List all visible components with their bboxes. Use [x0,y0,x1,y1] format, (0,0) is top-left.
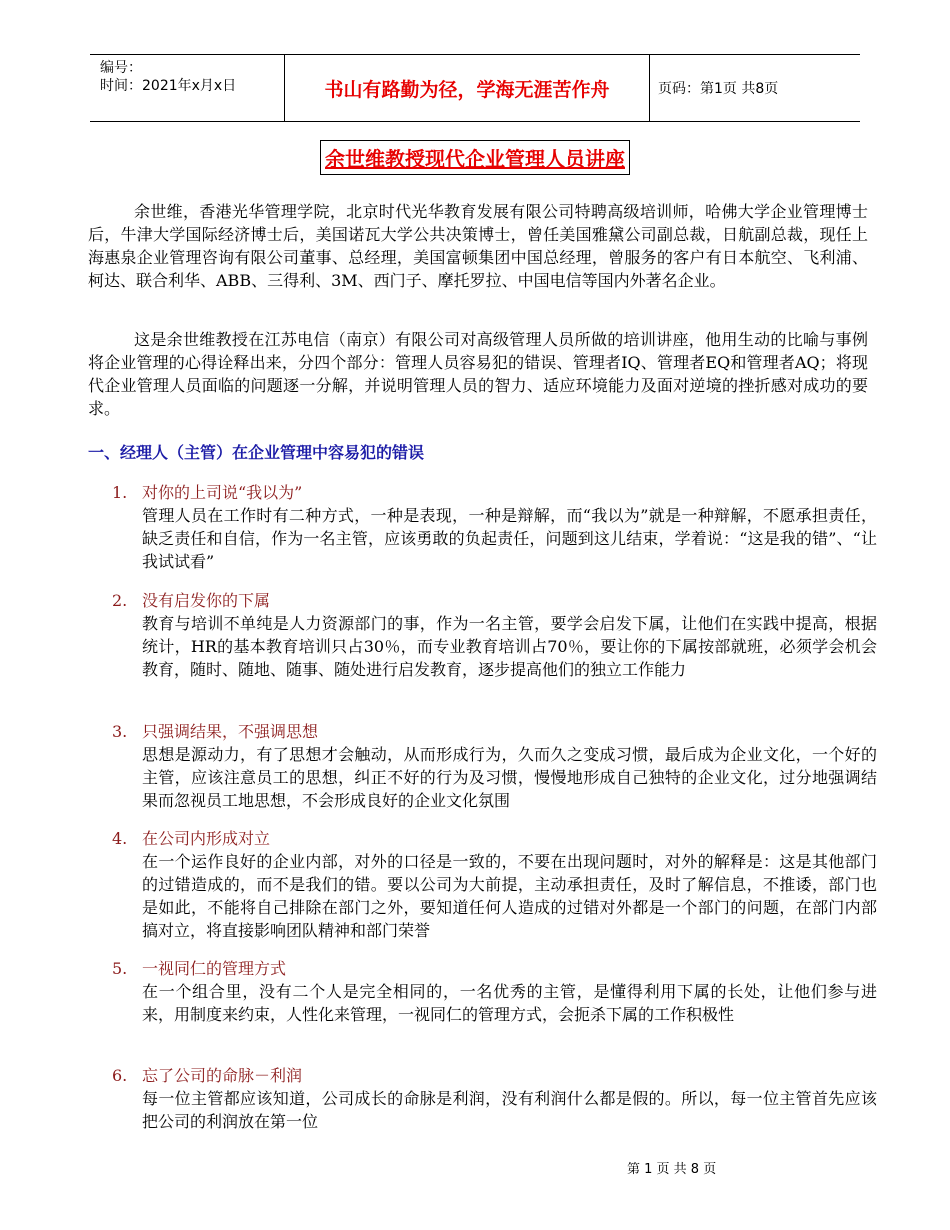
list-item [112,481,877,573]
list-item-title [112,1064,877,1087]
list-item-title [112,957,877,980]
list-item [112,720,877,812]
date-label: 时间：2021年x月x日 [100,78,237,94]
list-item [112,957,877,1026]
document-title: 余世维教授现代企业管理人员讲座 [320,140,630,175]
list-item-heading: 没有启发你的下属 [142,591,271,610]
header-meta [90,55,285,121]
list-item-heading: 在公司内形成对立 [142,829,271,848]
list-item-heading: 一视同仁的管理方式 [142,959,287,978]
intro-paragraph-2: 这是余世维教授在江苏电信（南京）有限公司对高级管理人员所做的培训讲座，他用生动的比喻与事例将企业管理的心得诠释出来，分四个部分：管理人员容易犯的错误、管理者IQ、管理者EQ和管理者AQ；将现代企业管理人员面临的问题逐一分解，并说明管理人员的智力、适应环境能力及面对逆境的挫折感对成功的要求。 [88,330,868,418]
list-item-heading: 对你的上司说“我以为” [142,483,303,502]
intro-paragraph-1: 余世维，香港光华管理学院，北京时代光华教育发展有限公司特聘高级培训师，哈佛大学企业管理博士后，牛津大学国际经济博士后，美国诺瓦大学公共决策博士，曾任美国雅黛公司副总裁，日航副总裁，现任上海惠泉企业管理咨询有限公司董事、总经理，美国富顿集团中国总经理，曾服务的客户有日本航空、飞利浦、柯达、联合利华、ABB、三得利、3M、西门子、摩托罗拉、中国电信等国内外著名企业。 [88,202,868,290]
list-item [112,1064,877,1133]
page-footer: 第 1 页 共 8 页 [627,1162,717,1177]
section-heading: 一、经理人（主管）在企业管理中容易犯的错误 [88,443,425,462]
list-item-title [112,481,877,504]
list-item-number: 1. [112,483,128,502]
title-wrap [0,140,950,175]
list-item-body: 教育与培训不单纯是人力资源部门的事，作为一名主管，要学会启发下属，让他们在实践中提高，根据统计，HR的基本教育培训只占30％，而专业教育培训占70％，要让你的下属按部就班，必须学会机会教育，随时、随地、随事、随处进行启发教育，逐步提高他们的独立工作能力 [142,614,877,679]
list-item-number: 6. [112,1066,128,1085]
list-item-body: 管理人员在工作时有二种方式，一种是表现，一种是辩解，而“我以为”就是一种辩解，不愿承担责任，缺乏责任和自信，作为一名主管，应该勇敢的负起责任，问题到这儿结束，学着说：“这是我的错”、“让我试试看” [142,506,877,571]
list-item-number: 5. [112,959,128,978]
list-item-body: 在一个运作良好的企业内部，对外的口径是一致的，不要在出现问题时，对外的解释是：这是其他部门的过错造成的，而不是我们的错。要以公司为大前提，主动承担责任，及时了解信息，不推诿，部门也是如此，不能将自己排除在部门之外，要知道任何人造成的过错对外都是一个部门的问题，在部门内部搞对立，将直接影响团队精神和部门荣誉 [142,852,877,940]
list-item-body: 思想是源动力，有了思想才会触动，从而形成行为，久而久之变成习惯，最后成为企业文化，一个好的主管，应该注意员工的思想，纠正不好的行为及习惯，慢慢地形成自己独特的企业文化，过分地强调结果而忽视员工地思想，不会形成良好的企业文化氛围 [142,745,877,810]
list-item-title [112,827,877,850]
list-item-number: 3. [112,722,128,741]
list-item [112,589,877,681]
list-item-heading: 只强调结果，不强调思想 [142,722,319,741]
list-item [112,827,877,942]
list-item-title [112,589,877,612]
code-label: 编号： [100,60,142,76]
header-motto: 书山有路勤为径，学海无涯苦作舟 [285,55,650,121]
list-item-body: 每一位主管都应该知道，公司成长的命脉是利润，没有利润什么都是假的。所以，每一位主管首先应该把公司的利润放在第一位 [142,1089,877,1131]
list-item-title [112,720,877,743]
page-header [90,54,860,122]
list-item-number: 2. [112,591,128,610]
list-item-body: 在一个组合里，没有二个人是完全相同的，一名优秀的主管，是懂得利用下属的长处，让他们参与进来，用制度来约束，人性化来管理，一视同仁的管理方式，会扼杀下属的工作积极性 [142,982,877,1024]
list-item-heading: 忘了公司的命脉－利润 [142,1066,303,1085]
header-page-info: 页码：第1页 共8页 [658,81,779,97]
list-item-number: 4. [112,829,128,848]
